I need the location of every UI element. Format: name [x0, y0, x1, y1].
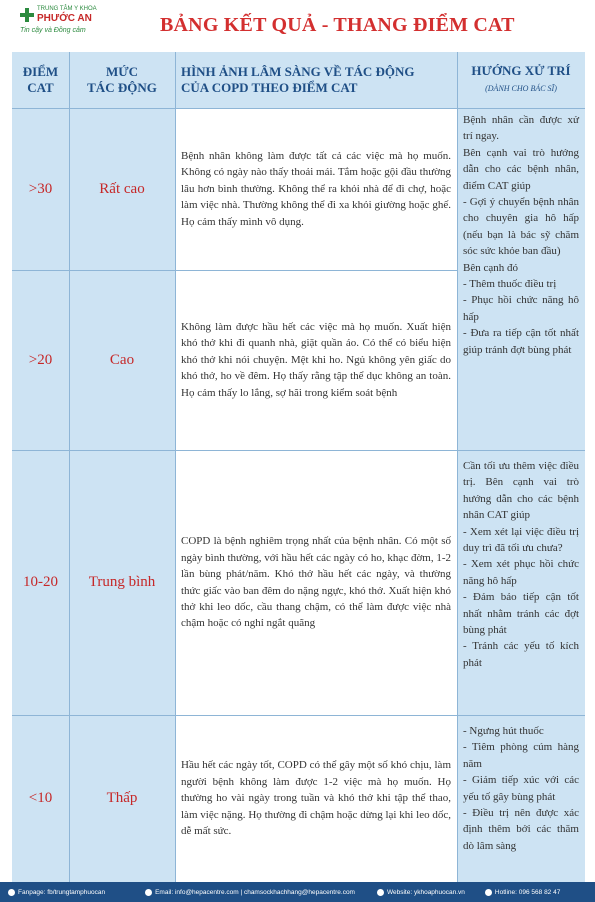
rec-high-item: - Thêm thuốc điều trị — [463, 278, 557, 291]
brand-name: PHƯỚC AN — [37, 13, 92, 24]
globe-icon — [377, 889, 384, 896]
row1-description — [175, 108, 457, 270]
rec-high-item: Bệnh nhân cần được xử trí ngay. — [463, 114, 579, 143]
row3-description — [175, 450, 457, 715]
rec-medium-item: - Đảm bảo tiếp cận tốt nhất nhằm tránh các đợt bùng phát — [463, 591, 579, 637]
row2-description — [175, 270, 457, 450]
brand-tagline: Tin cậy và Đồng cảm — [20, 27, 86, 34]
header-score-line2: CAT — [27, 80, 54, 95]
header-clinical-line2: CỦA COPD THEO ĐIỂM CAT — [181, 80, 358, 95]
header-clinical-picture — [175, 52, 457, 108]
footer-hotline[interactable] — [485, 889, 560, 896]
rec-high-item: Bên cạnh vai trò hướng dẫn cho các bệnh nhân, điểm CAT giúp — [463, 146, 579, 192]
row4-description-text: Hầu hết các ngày tốt, COPD có thể gây một số khó chịu, làm người bệnh không làm được 1-2 việc mà họ muốn. Họ thường ho vài ngày trong tuần và khó thở khi tập thể thao, làm việc nặng. Họ thường đi chậm hoặc dừng lại khi leo dốc, dễ mất sức. — [181, 759, 451, 838]
grid-line — [12, 270, 457, 271]
rec-medium-item: - Xem xét phục hồi chức năng hô hấp — [463, 558, 579, 587]
grid-line — [457, 52, 458, 882]
rec-medium-item: Cần tối ưu thêm việc điều trị. Bên cạnh vai trò hướng dẫn cho các bệnh nhân CAT giúp — [463, 460, 579, 522]
row4-level: Thấp — [106, 790, 138, 806]
row2-score: >20 — [28, 351, 53, 368]
rec-high-group — [457, 108, 585, 450]
rec-low-item: - Giảm tiếp xúc với các yếu tố gây bùng phát — [463, 774, 579, 803]
header-clinical-line1: HÌNH ẢNH LÂM SÀNG VỀ TÁC ĐỘNG — [181, 64, 415, 79]
header-level — [69, 52, 175, 108]
row1-description-text: Bệnh nhân không làm được tất cả các việc mà họ muốn. Không có ngày nào thấy thoải mái. Tắm hoặc gội đầu thường lâu hơn bình thường. Không thể ra khỏi nhà để đi chợ, hoặc làm việc nhà. Thường không thể đi xa khỏi giường hoặc ghế. Họ cảm thấy mình vô dụng. — [181, 149, 452, 228]
row2-description-text: Không làm được hầu hết các việc mà họ muốn. Xuất hiện khó thở khi đi quanh nhà, giặt quần áo. Có thể có biểu hiện khó thở khi nói chuyện. Mệt khi ho. Ngủ không yên giấc do khó thở, ho về đêm. Họ thấy rằng tập thể dục không an toàn. Họ cảm thấy lo lắng, sợ hãi trong kiểm soát bệnh — [181, 320, 451, 399]
row2-level: Cao — [109, 351, 135, 368]
brand-top-line: TRUNG TÂM Y KHOA — [37, 6, 97, 12]
rec-high-item: - Gợi ý chuyển bệnh nhân cho chuyên gia hô hấp (nếu bạn là bác sỹ chăm sóc sức khỏe ban đầu) — [463, 196, 579, 258]
header-level-line2: TÁC ĐỘNG — [87, 80, 157, 95]
rec-medium-item: - Tránh các yếu tố kích phát — [463, 640, 579, 669]
row4-score: <10 — [28, 790, 53, 806]
footer-website[interactable] — [377, 889, 465, 896]
header-management-sub: (DÀNH CHO BÁC SĨ) — [485, 84, 557, 93]
row1-level: Rất cao — [99, 180, 145, 197]
cat-result-table — [12, 52, 585, 882]
header-score-line1: ĐIỂM — [22, 64, 59, 79]
rec-low-item: - Điều trị nên được xác định thêm bởi các thăm dò lâm sàng — [463, 807, 579, 852]
footer-email-text: Email: info@hepacentre.com | chamsockhachhang@hepacentre.com — [155, 888, 355, 896]
rec-low-item: - Tiêm phòng cúm hàng năm — [463, 741, 579, 770]
rec-high-item: - Đưa ra tiếp cận tốt nhất giúp tránh đợt bùng phát — [463, 327, 579, 356]
row3-level: Trung bình — [88, 574, 156, 590]
header-management — [457, 52, 585, 108]
header-management-line1: HƯỚNG XỬ TRÍ — [471, 63, 571, 78]
email-icon — [145, 889, 152, 896]
rec-high-item: Bên cạnh đó — [463, 261, 518, 274]
grid-line — [69, 52, 70, 882]
row1-score: >30 — [28, 180, 53, 197]
rec-low-group — [457, 715, 585, 882]
footer-fanpage[interactable] — [8, 889, 105, 896]
facebook-icon — [8, 889, 15, 896]
medical-cross-icon — [20, 8, 34, 22]
footer-email[interactable] — [145, 889, 355, 896]
grid-line — [12, 715, 585, 716]
header-score — [12, 52, 69, 108]
footer-website-text: Website: ykhoaphuocan.vn — [386, 888, 465, 896]
header-level-line1: MỨC — [105, 64, 138, 79]
rec-medium-group — [457, 450, 585, 715]
footer-fanpage-text: Fanpage: fb/trungtamphuocan — [18, 888, 106, 896]
rec-high-item: - Phục hồi chức năng hô hấp — [463, 294, 579, 323]
row3-description-text: COPD là bệnh nghiêm trọng nhất của bệnh nhân. Có một số ngày bình thường, với hầu hết các ngày có ho, khạc đờm, 1-2 lần bùng phát/năm. Khó thở hầu hết các ngày, và thường thức giấc vào ban đêm do nặng ngực, khó thở. Xuất hiện khó thở khi leo dốc, cầu thang chậm, có thể làm được việc nhà chậm hoặc có nghỉ ngắt quãng — [181, 535, 451, 630]
grid-line — [12, 450, 585, 451]
row3-score: 10-20 — [23, 574, 58, 590]
page-title: BẢNG KẾT QUẢ - THANG ĐIỂM CAT — [160, 14, 515, 36]
rec-low-item: - Ngưng hút thuốc — [463, 725, 544, 737]
row4-description — [175, 715, 457, 882]
grid-line — [175, 52, 176, 882]
page-footer — [0, 882, 595, 902]
page-header — [0, 0, 595, 52]
rec-medium-item: - Xem xét lại việc điều trị duy trì đã tối ưu chưa? — [463, 525, 579, 555]
footer-hotline-text: Hotline: 096 568 82 47 — [494, 888, 561, 896]
phone-icon — [485, 889, 492, 896]
grid-line — [12, 108, 585, 109]
brand-logo — [20, 6, 110, 46]
